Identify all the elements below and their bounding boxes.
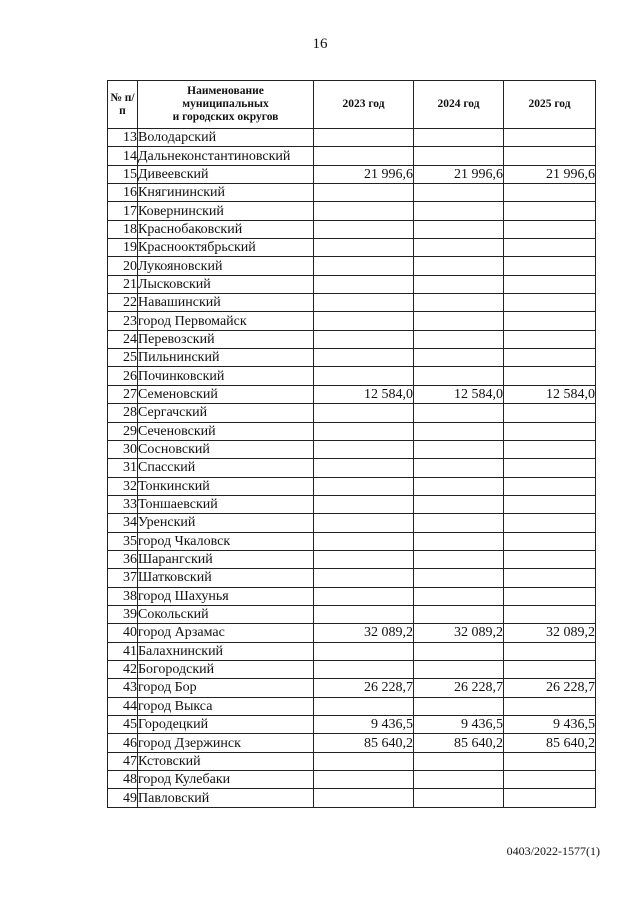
value-2023 (314, 239, 414, 257)
row-number: 25 (108, 349, 138, 367)
row-number: 18 (108, 220, 138, 238)
municipality-name: Семеновский (138, 385, 314, 403)
table-row (108, 330, 596, 348)
table-row (108, 257, 596, 275)
row-number: 43 (108, 679, 138, 697)
value-2025 (504, 349, 596, 367)
value-2024: 9 436,5 (414, 716, 504, 734)
value-2024 (414, 239, 504, 257)
value-2023 (314, 404, 414, 422)
value-2025 (504, 367, 596, 385)
municipality-name: город Первомайск (138, 312, 314, 330)
table-row (108, 605, 596, 623)
value-2025 (504, 477, 596, 495)
value-2024 (414, 495, 504, 513)
municipality-name: Володарский (138, 129, 314, 147)
row-number: 44 (108, 697, 138, 715)
row-number: 48 (108, 771, 138, 789)
table-row (108, 385, 596, 403)
header-name-line: Наименование (187, 85, 264, 97)
table-row (108, 404, 596, 422)
value-2023 (314, 349, 414, 367)
municipality-name: Спасский (138, 459, 314, 477)
value-2024 (414, 752, 504, 770)
value-2025 (504, 129, 596, 147)
value-2023 (314, 642, 414, 660)
municipality-name: Краснооктябрьский (138, 239, 314, 257)
table-header-row (108, 81, 596, 129)
municipality-name: город Выкса (138, 697, 314, 715)
table-row (108, 349, 596, 367)
row-number: 46 (108, 734, 138, 752)
value-2024 (414, 294, 504, 312)
value-2024 (414, 220, 504, 238)
value-2024 (414, 660, 504, 678)
municipality-name: Сокольский (138, 605, 314, 623)
value-2023 (314, 495, 414, 513)
header-2024: 2024 год (414, 81, 504, 129)
value-2024 (414, 330, 504, 348)
municipality-name: Навашинский (138, 294, 314, 312)
table-row (108, 294, 596, 312)
value-2025 (504, 660, 596, 678)
value-2024 (414, 202, 504, 220)
header-number: № п/п (108, 81, 138, 129)
municipality-name: Краснобаковский (138, 220, 314, 238)
municipality-name: Сосновский (138, 440, 314, 458)
row-number: 28 (108, 404, 138, 422)
value-2024 (414, 312, 504, 330)
table-row (108, 275, 596, 293)
value-2023 (314, 697, 414, 715)
value-2025 (504, 422, 596, 440)
value-2025 (504, 184, 596, 202)
row-number: 17 (108, 202, 138, 220)
municipality-name: Дальнеконстантиновский (138, 147, 314, 165)
value-2025 (504, 587, 596, 605)
table-row (108, 624, 596, 642)
value-2023: 32 089,2 (314, 624, 414, 642)
value-2025 (504, 404, 596, 422)
document-code: 0403/2022-1577(1) (506, 844, 600, 858)
value-2024 (414, 514, 504, 532)
value-2023 (314, 605, 414, 623)
value-2024 (414, 697, 504, 715)
value-2025 (504, 771, 596, 789)
row-number: 19 (108, 239, 138, 257)
value-2023 (314, 202, 414, 220)
municipality-name: Шатковский (138, 569, 314, 587)
value-2025 (504, 312, 596, 330)
municipality-name: Княгининский (138, 184, 314, 202)
row-number: 21 (108, 275, 138, 293)
value-2023 (314, 147, 414, 165)
row-number: 33 (108, 495, 138, 513)
table-row (108, 752, 596, 770)
subsidy-table (107, 80, 596, 808)
table-row (108, 477, 596, 495)
value-2023 (314, 440, 414, 458)
value-2023: 12 584,0 (314, 385, 414, 403)
row-number: 49 (108, 789, 138, 807)
value-2025: 85 640,2 (504, 734, 596, 752)
municipality-name: Лысковский (138, 275, 314, 293)
row-number: 29 (108, 422, 138, 440)
value-2024 (414, 422, 504, 440)
value-2023 (314, 184, 414, 202)
value-2025 (504, 550, 596, 568)
table-row (108, 184, 596, 202)
value-2023 (314, 514, 414, 532)
value-2024 (414, 605, 504, 623)
value-2023 (314, 294, 414, 312)
row-number: 47 (108, 752, 138, 770)
table-row (108, 716, 596, 734)
table-row (108, 495, 596, 513)
value-2023 (314, 257, 414, 275)
value-2023 (314, 312, 414, 330)
municipality-name: Кстовский (138, 752, 314, 770)
table-row (108, 697, 596, 715)
municipality-name: город Шахунья (138, 587, 314, 605)
value-2023: 21 996,6 (314, 165, 414, 183)
value-2025 (504, 605, 596, 623)
municipality-name: Ковернинский (138, 202, 314, 220)
municipality-name: Балахнинский (138, 642, 314, 660)
municipality-name: Тонкинский (138, 477, 314, 495)
value-2025 (504, 697, 596, 715)
value-2023: 9 436,5 (314, 716, 414, 734)
value-2024 (414, 569, 504, 587)
value-2024: 85 640,2 (414, 734, 504, 752)
value-2025: 9 436,5 (504, 716, 596, 734)
municipality-name: город Чкаловск (138, 532, 314, 550)
row-number: 42 (108, 660, 138, 678)
value-2023 (314, 587, 414, 605)
municipality-name: Перевозский (138, 330, 314, 348)
value-2024: 21 996,6 (414, 165, 504, 183)
municipality-name: Тоншаевский (138, 495, 314, 513)
municipality-name: Городецкий (138, 716, 314, 734)
row-number: 16 (108, 184, 138, 202)
municipality-name: Павловский (138, 789, 314, 807)
value-2023 (314, 422, 414, 440)
table-row (108, 660, 596, 678)
row-number: 39 (108, 605, 138, 623)
table-row (108, 642, 596, 660)
row-number: 27 (108, 385, 138, 403)
table-row (108, 367, 596, 385)
row-number: 23 (108, 312, 138, 330)
table-row (108, 514, 596, 532)
value-2025 (504, 294, 596, 312)
table-row (108, 312, 596, 330)
value-2024 (414, 550, 504, 568)
header-2025: 2025 год (504, 81, 596, 129)
municipality-name: Пильнинский (138, 349, 314, 367)
value-2023 (314, 789, 414, 807)
value-2023 (314, 330, 414, 348)
municipality-name: Сергачский (138, 404, 314, 422)
row-number: 40 (108, 624, 138, 642)
value-2024 (414, 147, 504, 165)
value-2025 (504, 220, 596, 238)
table-row (108, 569, 596, 587)
value-2025 (504, 752, 596, 770)
value-2024 (414, 459, 504, 477)
value-2023 (314, 275, 414, 293)
table-row (108, 239, 596, 257)
value-2023 (314, 129, 414, 147)
value-2025 (504, 495, 596, 513)
table-row (108, 459, 596, 477)
row-number: 14 (108, 147, 138, 165)
value-2023 (314, 477, 414, 495)
value-2025 (504, 569, 596, 587)
municipality-name: Богородский (138, 660, 314, 678)
row-number: 13 (108, 129, 138, 147)
value-2025 (504, 202, 596, 220)
header-name-line: и городских округов (172, 111, 279, 123)
value-2024 (414, 257, 504, 275)
value-2024 (414, 587, 504, 605)
header-name-line: муниципальных (182, 98, 269, 110)
value-2023 (314, 569, 414, 587)
table-row (108, 165, 596, 183)
municipality-name: город Дзержинск (138, 734, 314, 752)
value-2024 (414, 404, 504, 422)
value-2025 (504, 330, 596, 348)
municipality-name: Дивеевский (138, 165, 314, 183)
value-2023 (314, 771, 414, 789)
table-row (108, 532, 596, 550)
municipality-name: город Арзамас (138, 624, 314, 642)
value-2025 (504, 275, 596, 293)
row-number: 38 (108, 587, 138, 605)
row-number: 30 (108, 440, 138, 458)
row-number: 45 (108, 716, 138, 734)
value-2025 (504, 257, 596, 275)
municipality-name: Шарангский (138, 550, 314, 568)
value-2024 (414, 184, 504, 202)
municipality-name: город Бор (138, 679, 314, 697)
header-name (138, 81, 314, 129)
value-2025: 26 228,7 (504, 679, 596, 697)
table-row (108, 422, 596, 440)
table-row (108, 147, 596, 165)
value-2023 (314, 550, 414, 568)
row-number: 32 (108, 477, 138, 495)
value-2025: 21 996,6 (504, 165, 596, 183)
value-2024 (414, 789, 504, 807)
value-2024 (414, 771, 504, 789)
table-row (108, 129, 596, 147)
value-2025 (504, 642, 596, 660)
value-2025 (504, 514, 596, 532)
value-2025 (504, 239, 596, 257)
table-row (108, 734, 596, 752)
table-row (108, 202, 596, 220)
value-2024 (414, 367, 504, 385)
municipality-name: Лукояновский (138, 257, 314, 275)
row-number: 31 (108, 459, 138, 477)
value-2024: 32 089,2 (414, 624, 504, 642)
value-2023 (314, 752, 414, 770)
row-number: 37 (108, 569, 138, 587)
value-2023 (314, 220, 414, 238)
value-2025: 32 089,2 (504, 624, 596, 642)
row-number: 20 (108, 257, 138, 275)
value-2025 (504, 440, 596, 458)
value-2024 (414, 440, 504, 458)
row-number: 41 (108, 642, 138, 660)
value-2025: 12 584,0 (504, 385, 596, 403)
municipality-name: Уренский (138, 514, 314, 532)
table-row (108, 789, 596, 807)
row-number: 24 (108, 330, 138, 348)
value-2025 (504, 532, 596, 550)
value-2024: 12 584,0 (414, 385, 504, 403)
table-body (108, 129, 596, 808)
value-2024 (414, 642, 504, 660)
value-2024 (414, 477, 504, 495)
value-2025 (504, 459, 596, 477)
value-2025 (504, 147, 596, 165)
value-2024: 26 228,7 (414, 679, 504, 697)
value-2023 (314, 532, 414, 550)
table-row (108, 587, 596, 605)
value-2025 (504, 789, 596, 807)
municipality-name: город Кулебаки (138, 771, 314, 789)
value-2024 (414, 129, 504, 147)
value-2023: 85 640,2 (314, 734, 414, 752)
row-number: 35 (108, 532, 138, 550)
row-number: 15 (108, 165, 138, 183)
table-row (108, 771, 596, 789)
row-number: 36 (108, 550, 138, 568)
value-2024 (414, 349, 504, 367)
page-number: 16 (312, 36, 328, 52)
row-number: 26 (108, 367, 138, 385)
table-row (108, 679, 596, 697)
municipality-name: Починковский (138, 367, 314, 385)
table-row (108, 550, 596, 568)
row-number: 34 (108, 514, 138, 532)
value-2023: 26 228,7 (314, 679, 414, 697)
value-2023 (314, 459, 414, 477)
value-2024 (414, 275, 504, 293)
header-2023: 2023 год (314, 81, 414, 129)
value-2023 (314, 660, 414, 678)
table-row (108, 220, 596, 238)
table-row (108, 440, 596, 458)
value-2024 (414, 532, 504, 550)
municipality-name: Сеченовский (138, 422, 314, 440)
value-2023 (314, 367, 414, 385)
row-number: 22 (108, 294, 138, 312)
